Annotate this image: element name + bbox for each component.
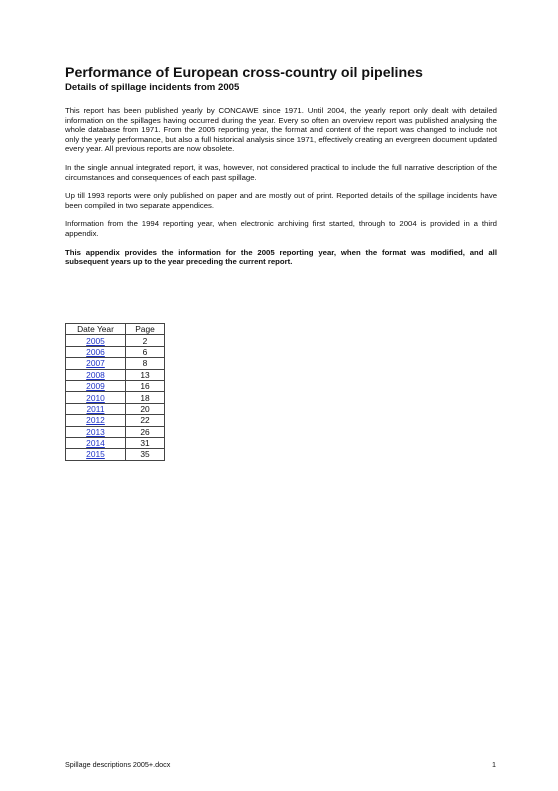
table-header-row bbox=[66, 324, 165, 335]
year-link-2014[interactable]: 2014 bbox=[86, 438, 105, 449]
paragraph-history: This report has been published yearly by CONCAWE since 1971. Until 2004, the yearly report only dealt with detailed information on the spillages having occurred during the year. Every so often an overview report was published analysing the whole database from 1971. From the 2005 reporting year, the format and content of the report was changed to include not only the yearly performance, but also a full historical analysis since 1971, effectively creating an evergreen document updated every year. All previous reports are now obsolete. bbox=[65, 106, 497, 154]
year-cell bbox=[66, 392, 126, 403]
page-number-cell: 6 bbox=[126, 346, 165, 357]
page-number-cell: 18 bbox=[126, 392, 165, 403]
table-row bbox=[66, 449, 165, 460]
table-row bbox=[66, 358, 165, 369]
paragraph-paper-reports: Up till 1993 reports were only published on paper and are mostly out of print. Reported details of the spillage incidents have been compiled in two separate appendices. bbox=[65, 191, 497, 210]
column-header-page: Page bbox=[126, 324, 165, 335]
year-cell bbox=[66, 415, 126, 426]
year-link-2015[interactable]: 2015 bbox=[86, 449, 105, 460]
page-number-cell: 35 bbox=[126, 449, 165, 460]
page-number-cell: 8 bbox=[126, 358, 165, 369]
year-cell bbox=[66, 403, 126, 414]
year-link-2012[interactable]: 2012 bbox=[86, 415, 105, 426]
page-number-cell: 22 bbox=[126, 415, 165, 426]
year-cell bbox=[66, 369, 126, 380]
paragraph-electronic-archive: Information from the 1994 reporting year, when electronic archiving first started, through to 2004 is provided in a third appendix. bbox=[65, 219, 497, 238]
year-link-2011[interactable]: 2011 bbox=[86, 403, 105, 414]
year-cell bbox=[66, 358, 126, 369]
page-number-cell: 26 bbox=[126, 426, 165, 437]
year-link-2005[interactable]: 2005 bbox=[86, 335, 105, 346]
year-link-2006[interactable]: 2006 bbox=[86, 346, 105, 357]
year-link-2007[interactable]: 2007 bbox=[86, 358, 105, 369]
table-row bbox=[66, 369, 165, 380]
year-cell bbox=[66, 380, 126, 391]
document-body bbox=[65, 66, 497, 267]
page-number-cell: 31 bbox=[126, 437, 165, 448]
table-row bbox=[66, 415, 165, 426]
table-row bbox=[66, 403, 165, 414]
document-title: Performance of European cross-country oil pipelines bbox=[65, 65, 423, 81]
table-body bbox=[66, 335, 165, 460]
year-link-2010[interactable]: 2010 bbox=[86, 392, 105, 403]
table-row bbox=[66, 426, 165, 437]
paragraph-integrated-report: In the single annual integrated report, it was, however, not considered practical to include the full narrative description of the circumstances and consequences of each past spillage. bbox=[65, 162, 497, 182]
page-number-cell: 16 bbox=[126, 380, 165, 391]
year-cell bbox=[66, 426, 126, 437]
page-number-cell: 2 bbox=[126, 335, 165, 346]
year-cell bbox=[66, 335, 126, 346]
year-cell bbox=[66, 449, 126, 460]
paragraph-appendix-scope: This appendix provides the information for the 2005 reporting year, when the format was modified, and all subsequent years up to the year preceding the current report. bbox=[65, 247, 497, 267]
page-number-cell: 20 bbox=[126, 403, 165, 414]
footer-page-number: 1 bbox=[492, 760, 496, 769]
year-cell bbox=[66, 346, 126, 357]
table-row bbox=[66, 335, 165, 346]
table-row bbox=[66, 437, 165, 448]
table-row bbox=[66, 392, 165, 403]
table-row bbox=[66, 346, 165, 357]
year-link-2008[interactable]: 2008 bbox=[86, 369, 105, 380]
footer-filename: Spillage descriptions 2005+.docx bbox=[65, 760, 171, 769]
year-link-2013[interactable]: 2013 bbox=[86, 426, 105, 437]
year-cell bbox=[66, 437, 126, 448]
document-subtitle: Details of spillage incidents from 2005 bbox=[65, 82, 240, 93]
year-page-index-table bbox=[65, 323, 165, 461]
page-number-cell: 13 bbox=[126, 369, 165, 380]
year-link-2009[interactable]: 2009 bbox=[86, 381, 105, 392]
column-header-date-year: Date Year bbox=[66, 324, 126, 335]
table-row bbox=[66, 380, 165, 391]
